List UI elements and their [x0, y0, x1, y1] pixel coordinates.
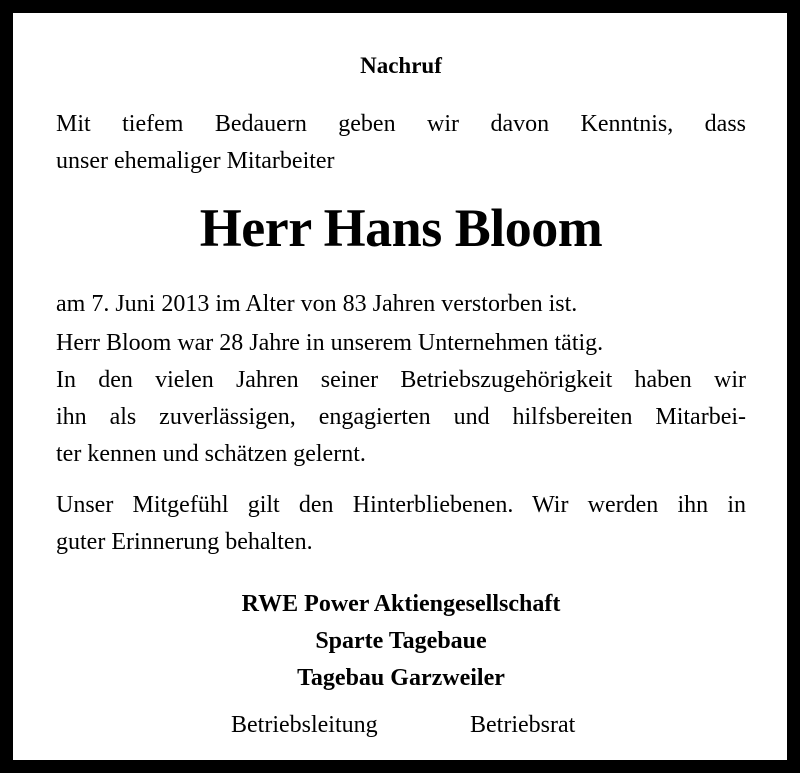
- work-line-1: Herr Bloom war 28 Jahre in unserem Unternehmen tätig.: [56, 330, 604, 356]
- company-name: RWE Power Aktiengesellschaft: [241, 591, 561, 617]
- condolence-line-2: guter Erinnerung behalten.: [56, 529, 313, 555]
- intro-paragraph: [56, 106, 746, 180]
- intro-line-2: unser ehemaliger Mitarbeiter: [56, 148, 335, 174]
- company-block: [56, 586, 746, 697]
- company-site: Tagebau Garzweiler: [297, 665, 505, 691]
- signature-works-council: Betriebsrat: [470, 712, 576, 738]
- work-line-2: In den vielen Jahren seiner Betriebszugehörigkeit haben wir: [56, 367, 746, 393]
- intro-line-1: Mit tiefem Bedauern geben wir davon Kenntnis, dass: [56, 111, 746, 137]
- work-line-3: ihn als zuverlässigen, engagierten und hilfsbereiten Mitarbei-: [56, 404, 746, 430]
- death-line: am 7. Juni 2013 im Alter von 83 Jahren verstorben ist.: [56, 291, 578, 317]
- deceased-name: Herr Hans Bloom: [199, 198, 603, 258]
- work-line-4: ter kennen und schätzen gelernt.: [56, 441, 366, 467]
- notice-heading: Nachruf: [360, 53, 442, 78]
- company-division: Sparte Tagebaue: [315, 628, 487, 654]
- work-paragraph: [56, 325, 746, 473]
- condolence-line-1: Unser Mitgefühl gilt den Hinterbliebenen. Wir werden ihn in: [56, 492, 746, 518]
- signature-management: Betriebsleitung: [231, 712, 378, 738]
- condolence-paragraph: [56, 487, 746, 561]
- death-statement: [56, 286, 746, 323]
